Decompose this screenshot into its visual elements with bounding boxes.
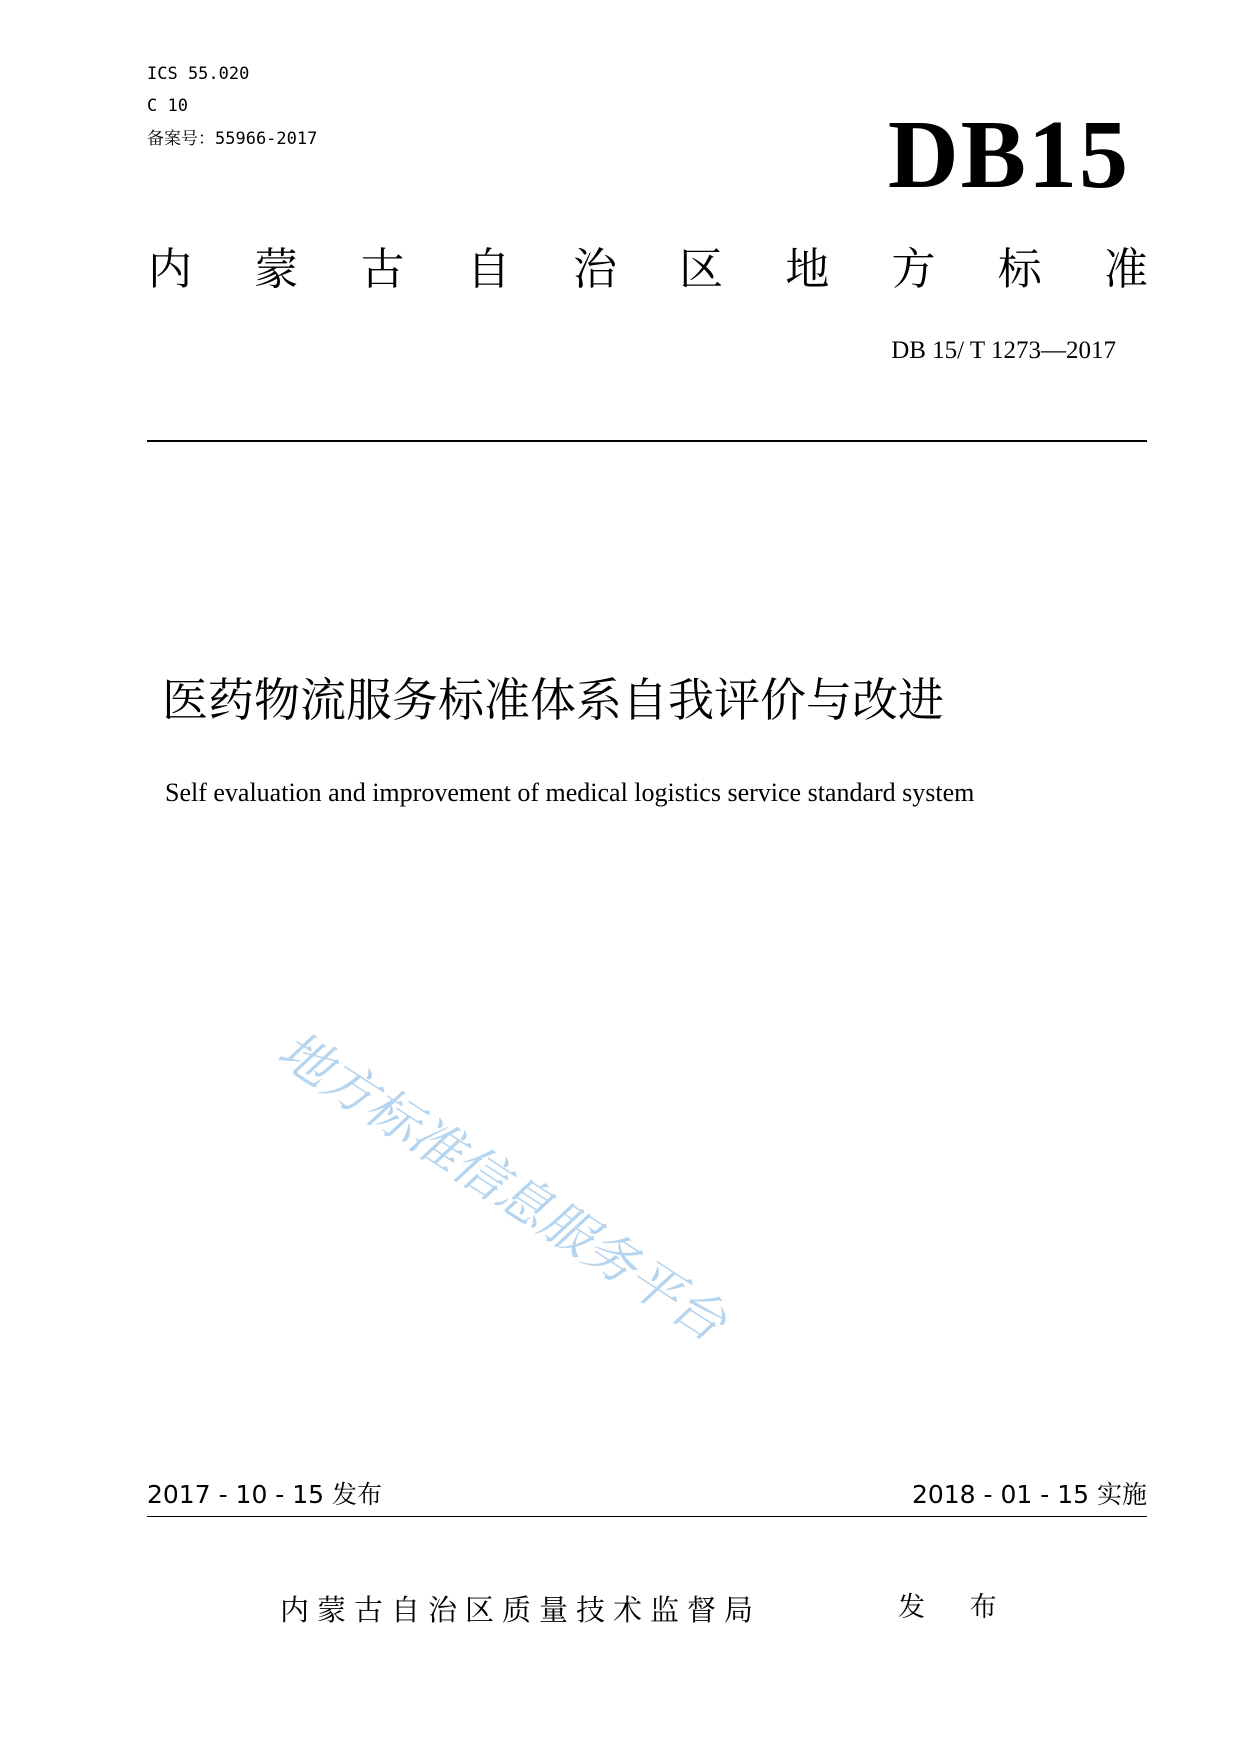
issue-label: 发 布	[898, 1592, 1015, 1623]
implementation-date: 2018 - 01 - 15 实施	[911, 1480, 1147, 1509]
footer-divider	[147, 1516, 1147, 1517]
publish-date: 2017 - 10 - 15 发布	[147, 1480, 383, 1509]
issuing-organization: 内蒙古自治区质量技术监督局	[280, 1593, 762, 1627]
header-divider	[147, 440, 1147, 442]
standard-type-char: 方	[891, 244, 936, 295]
filing-number: 备案号：55966-2017	[147, 129, 318, 149]
document-title-english: Self evaluation and improvement of medical logistics service standard system	[165, 778, 975, 807]
standard-type-char: 内	[148, 244, 192, 295]
standard-type-char: 古	[360, 244, 405, 295]
document-title-chinese: 医药物流服务标准体系自我评价与改进	[162, 673, 944, 727]
standard-type-char: 区	[679, 244, 724, 295]
date-row	[147, 1478, 1147, 1512]
standard-type-char: 地	[785, 244, 830, 295]
standard-type-char: 自	[466, 244, 511, 295]
standard-number: DB 15/ T 1273—2017	[891, 337, 1116, 364]
standard-type-char: 准	[1103, 244, 1148, 295]
watermark: 地方标准信息服务平台	[267, 1020, 737, 1354]
ics-code: ICS 55.020	[147, 64, 250, 84]
ccs-code: C 10	[147, 96, 188, 116]
standard-type-char: 治	[572, 244, 617, 295]
standard-type-heading	[148, 240, 1148, 300]
standard-type-char: 标	[997, 244, 1042, 295]
standard-type-char: 蒙	[254, 244, 299, 295]
db-code-logo: DB15	[887, 101, 1130, 209]
